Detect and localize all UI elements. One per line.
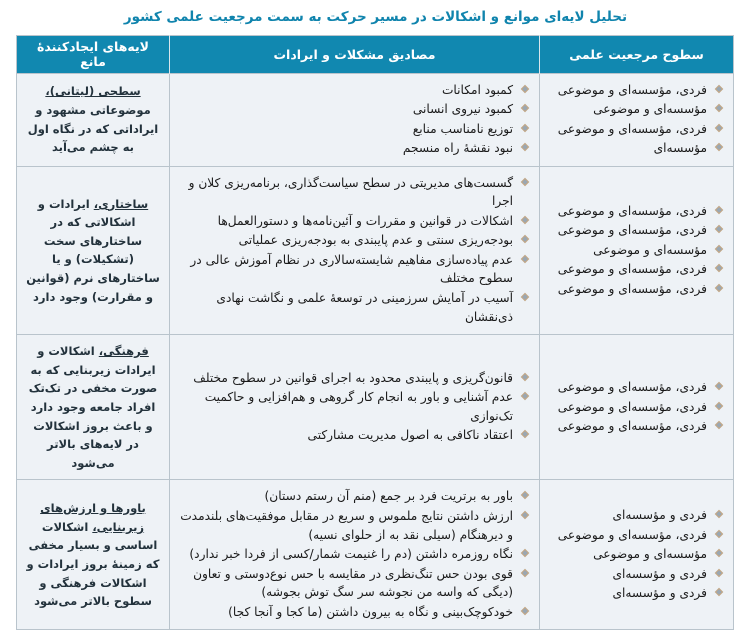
example-text: نگاه روزمره داشتن (دم را غنیمت شمار/کسی از فردا خبر ندارد) — [189, 547, 513, 562]
level-text: فردی، مؤسسه‌ای و موضوعی — [557, 419, 707, 434]
example-text: بودجه‌ریزی سنتی و عدم پایبندی به بودجه‌ریزی عملیاتی — [238, 233, 513, 248]
diamond-bullet-icon — [521, 104, 530, 113]
example-text: اعتقاد ناکافی به اصول مدیریت مشارکتی — [307, 428, 513, 443]
list-item — [549, 506, 724, 525]
example-text: ارزش داشتن نتایج ملموس و سریع در مقابل موفقیت‌های بلندمدت و دیرهنگام (سیلی نقد به از حلوای نسیه) — [180, 509, 513, 542]
level-text: مؤسسه‌ای و موضوعی — [593, 242, 707, 257]
cell-scientific-reference-levels — [540, 480, 734, 630]
cell-obstacle-layer — [17, 335, 170, 480]
diamond-bullet-icon — [715, 588, 724, 597]
header-row — [17, 35, 734, 73]
cell-obstacle-layer — [17, 166, 170, 334]
layer-keyword: فرهنگی، — [98, 344, 149, 359]
layer-description: موضوعاتی مشهود و ایراداتی که در نگاه اول به چشم می‌آید — [27, 103, 159, 155]
list-item — [549, 221, 724, 240]
list-item — [179, 388, 530, 425]
list-item — [179, 231, 530, 250]
diamond-bullet-icon — [715, 569, 724, 578]
list-item — [179, 212, 530, 231]
list-item — [179, 81, 530, 100]
diamond-bullet-icon — [521, 392, 530, 401]
list-item — [549, 545, 724, 564]
table-row — [17, 335, 734, 480]
diamond-bullet-icon — [715, 245, 724, 254]
cell-problem-examples — [170, 480, 540, 630]
header-levels: سطوح مرجعیت علمی — [540, 35, 734, 73]
list-item — [549, 139, 724, 158]
example-list — [179, 487, 530, 621]
level-text: فردی، مؤسسه‌ای و موضوعی — [557, 203, 707, 218]
cell-scientific-reference-levels — [540, 335, 734, 480]
example-text: باور به برتریت فرد بر جمع (منم آن رستم دستان) — [264, 489, 513, 504]
diamond-bullet-icon — [521, 491, 530, 500]
list-item — [179, 487, 530, 506]
diamond-bullet-icon — [521, 85, 530, 94]
example-text: توزیع نامناسب منابع — [412, 121, 513, 136]
cell-obstacle-layer — [17, 73, 170, 166]
diamond-bullet-icon — [521, 373, 530, 382]
list-item — [549, 398, 724, 417]
diamond-bullet-icon — [715, 284, 724, 293]
level-text: فردی، مؤسسه‌ای و موضوعی — [557, 281, 707, 296]
example-text: گسست‌های مدیریتی در سطح سیاست‌گذاری، برنامه‌ریزی کلان و اجرا — [188, 175, 513, 209]
list-item — [549, 202, 724, 221]
example-text: آسیب در آمایش سرزمینی در توسعهٔ علمی و نگاشت نهادی ذی‌نقشان — [216, 291, 513, 324]
example-text: اشکالات در قوانین و مقررات و آئین‌نامه‌ها و دستورالعمل‌ها — [217, 213, 513, 228]
list-item — [549, 120, 724, 139]
layer-keyword: ساختاری، — [93, 196, 149, 211]
list-item — [549, 584, 724, 603]
list-item — [549, 280, 724, 299]
cell-scientific-reference-levels — [540, 73, 734, 166]
diamond-bullet-icon — [521, 216, 530, 225]
layer-keyword: باورها و ارزش‌های زیربنایی، — [40, 501, 146, 534]
list-item — [179, 426, 530, 445]
diamond-bullet-icon — [715, 402, 724, 411]
level-text: فردی، مؤسسه‌ای و موضوعی — [557, 223, 707, 238]
example-text: قوی بودن حس تنگ‌نظری در مقایسه با حس نوع‌دوستی و تعاون (دیگی که واسه من نجوشه سر سگ توش بجوشه) — [193, 566, 513, 600]
list-item — [179, 120, 530, 139]
level-text: مؤسسه‌ای — [653, 141, 707, 156]
list-item — [549, 100, 724, 119]
list-item — [179, 603, 530, 622]
layer-description: اشکالات و ایرادات زیربنایی که به صورت مخفی در تک‌تک افراد جامعه وجود دارد و باعث بروز اشکالات در لایه‌های بالاتر می‌شود — [28, 344, 158, 470]
example-text: کمبود امکانات — [441, 82, 513, 97]
header-layer: لایه‌های ایجادکنندهٔ مانع — [17, 35, 170, 73]
level-list — [549, 81, 724, 158]
layered-analysis-table — [16, 35, 734, 630]
diamond-bullet-icon — [715, 225, 724, 234]
cell-problem-examples — [170, 73, 540, 166]
diamond-bullet-icon — [521, 178, 530, 187]
list-item — [179, 289, 530, 326]
table-row — [17, 166, 734, 334]
list-item — [179, 507, 530, 544]
list-item — [549, 241, 724, 260]
example-text: عدم پیاده‌سازی مفاهیم شایسته‌سالاری در نظام آموزش عالی در سطوح مختلف — [190, 252, 513, 286]
level-text: مؤسسه‌ای و موضوعی — [593, 547, 707, 562]
cell-obstacle-layer — [17, 480, 170, 630]
level-text: فردی، مؤسسه‌ای و موضوعی — [557, 121, 707, 136]
cell-scientific-reference-levels — [540, 166, 734, 334]
list-item — [549, 81, 724, 100]
level-text: مؤسسه‌ای و موضوعی — [593, 102, 707, 117]
diamond-bullet-icon — [715, 549, 724, 558]
example-text: خودکوچک‌بینی و نگاه به بیرون داشتن (ما کجا و آنجا کجا) — [228, 604, 513, 619]
diamond-bullet-icon — [715, 124, 724, 133]
diamond-bullet-icon — [521, 235, 530, 244]
list-item — [179, 369, 530, 388]
cell-problem-examples — [170, 166, 540, 334]
example-text: کمبود نیروی انسانی — [412, 102, 513, 117]
layer-keyword: سطحی (لیتانی)، — [45, 84, 141, 99]
level-list — [549, 378, 724, 436]
example-list — [179, 81, 530, 158]
diamond-bullet-icon — [521, 255, 530, 264]
example-text: عدم آشنایی و باور به انجام کار گروهی و هم‌افزایی و حاکمیت تک‌نوازی — [204, 390, 513, 423]
diamond-bullet-icon — [715, 85, 724, 94]
diamond-bullet-icon — [521, 511, 530, 520]
level-text: فردی، مؤسسه‌ای و موضوعی — [557, 82, 707, 97]
diamond-bullet-icon — [715, 264, 724, 273]
diamond-bullet-icon — [715, 143, 724, 152]
diamond-bullet-icon — [521, 293, 530, 302]
list-item — [179, 545, 530, 564]
diamond-bullet-icon — [715, 510, 724, 519]
example-list — [179, 174, 530, 326]
layer-description: ایرادات و اشکالاتی که در ساختارهای سخت (تشکیلات) و یا ساختارهای نرم (قوانین و مقرارت) وجود دارد — [26, 196, 160, 304]
list-item — [179, 100, 530, 119]
list-item — [179, 251, 530, 288]
diamond-bullet-icon — [715, 104, 724, 113]
diamond-bullet-icon — [521, 569, 530, 578]
level-text: فردی، مؤسسه‌ای و موضوعی — [557, 262, 707, 277]
diamond-bullet-icon — [521, 124, 530, 133]
list-item — [179, 565, 530, 602]
level-text: فردی، مؤسسه‌ای و موضوعی — [557, 527, 707, 542]
diamond-bullet-icon — [715, 382, 724, 391]
layer-description: اشکالات اساسی و بسیار مخفی که زمینهٔ بروز ایرادات و اشکالات فرهنگی و سطوح بالاتر می‌شود — [26, 519, 160, 609]
cell-problem-examples — [170, 335, 540, 480]
level-text: فردی و مؤسسه‌ای — [612, 586, 707, 601]
example-list — [179, 369, 530, 445]
table-header — [17, 35, 734, 73]
diamond-bullet-icon — [521, 143, 530, 152]
list-item — [549, 526, 724, 545]
list-item — [179, 174, 530, 211]
level-list — [549, 506, 724, 603]
table-row — [17, 73, 734, 166]
level-list — [549, 202, 724, 299]
list-item — [549, 565, 724, 584]
diamond-bullet-icon — [521, 549, 530, 558]
diamond-bullet-icon — [715, 530, 724, 539]
example-text: نبود نقشهٔ راه منسجم — [402, 141, 513, 156]
table-body — [17, 73, 734, 630]
list-item — [549, 417, 724, 436]
diamond-bullet-icon — [715, 206, 724, 215]
list-item — [549, 378, 724, 397]
diamond-bullet-icon — [521, 430, 530, 439]
diamond-bullet-icon — [715, 421, 724, 430]
table-caption: تحلیل لایه‌ای موانع و اشکالات در مسیر حرکت به سمت مرجعیت علمی کشور — [123, 9, 628, 25]
level-text: فردی و مؤسسه‌ای — [612, 508, 707, 523]
list-item — [179, 139, 530, 158]
header-examples: مصادیق مشکلات و ایرادات — [170, 35, 540, 73]
diamond-bullet-icon — [521, 607, 530, 616]
level-text: فردی، مؤسسه‌ای و موضوعی — [557, 379, 707, 394]
table-row — [17, 480, 734, 630]
level-text: فردی و مؤسسه‌ای — [612, 566, 707, 581]
list-item — [549, 260, 724, 279]
level-text: فردی، مؤسسه‌ای و موضوعی — [557, 399, 707, 414]
example-text: قانون‌گریزی و پایبندی محدود به اجرای قوانین در سطوح مختلف — [193, 370, 513, 385]
